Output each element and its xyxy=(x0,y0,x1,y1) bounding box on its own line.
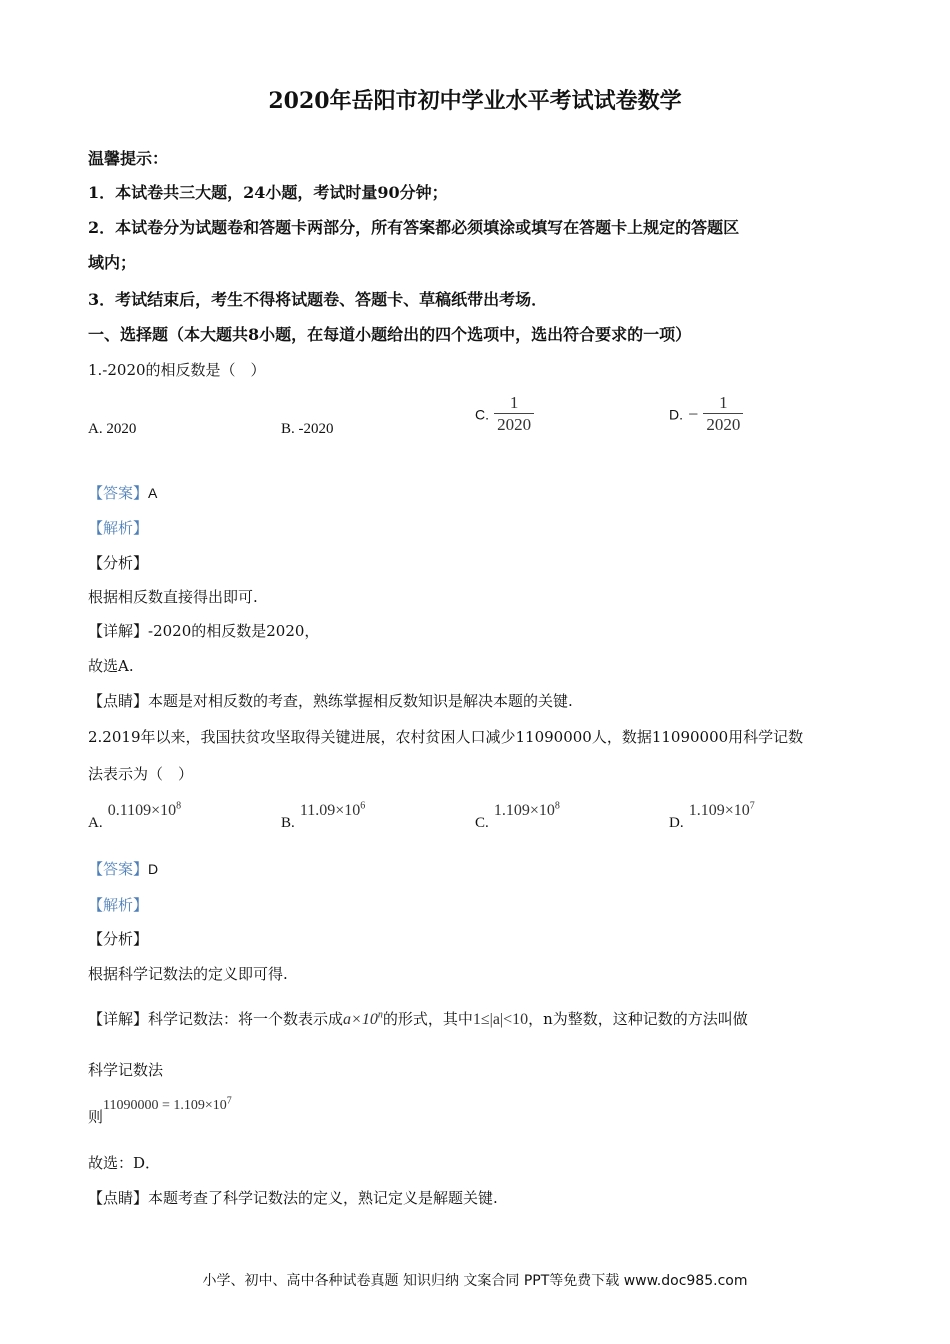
notice-item-3: 3．考试结束后，考生不得将试题卷、答题卡、草稿纸带出考场． xyxy=(88,290,548,309)
q2-stem-cont: 法表示为（ ） xyxy=(88,765,194,783)
notice-item-1: 1．本试卷共三大题，24小题，考试时量90分钟； xyxy=(88,183,448,202)
q2-detail-math-2: 1≤|a|<10 xyxy=(472,1011,529,1028)
notice-heading: 温馨提示： xyxy=(88,149,169,168)
q2-option-a-math: $0.1109\times 10^8$ xyxy=(107,800,182,819)
q2-answer-value: D xyxy=(148,861,159,877)
q2-option-d xyxy=(669,800,755,831)
notice-item-2: 2．本试卷分为试题卷和答题卡两部分，所有答案都必须填涂或填写在答题卡上规定的答题区 xyxy=(88,218,740,237)
q2-detail xyxy=(88,1008,748,1029)
q2-option-c-math: $1.109\times 10^8$ xyxy=(493,800,560,819)
q2-option-b xyxy=(281,800,366,831)
page-title: 2020年岳阳市初中学业水平考试试卷数学 xyxy=(268,88,682,114)
q2-option-a-label: A. xyxy=(88,815,103,831)
q1-answer xyxy=(88,482,157,503)
q1-comment: 【点睛】本题是对相反数的考查，熟练掌握相反数知识是解决本题的关键. xyxy=(88,692,573,710)
q1-option-d-sign: − xyxy=(688,404,699,424)
q2-detail-math-1: $a\times 10^n$ xyxy=(343,1009,383,1028)
q2-detail-cont: 科学记数法 xyxy=(88,1061,164,1079)
q1-answer-tag: 【答案】 xyxy=(88,484,149,502)
notice-item-2-cont: 域内； xyxy=(88,253,137,272)
q2-option-b-math: $11.09\times 10^6$ xyxy=(299,800,366,819)
q1-option-d-denominator: 2020 xyxy=(706,415,741,434)
q2-fenxi-tag: 【分析】 xyxy=(88,930,149,948)
q1-stem: 1.-2020的相反数是（ ） xyxy=(88,361,266,379)
q2-option-c-label: C. xyxy=(475,815,489,831)
q1-option-d-numerator: 1 xyxy=(719,393,728,412)
q1-option-d xyxy=(669,393,743,436)
q1-option-c-label: C. xyxy=(475,406,489,423)
q1-option-b: B. -2020 xyxy=(281,421,334,437)
q1-option-c-fraction xyxy=(494,393,534,436)
q2-answer-tag: 【答案】 xyxy=(88,860,149,878)
q1-fenxi: 根据相反数直接得出即可. xyxy=(88,588,258,606)
page-footer: 小学、初中、高中各种试卷真题 知识归纳 文案合同 PPT等免费下载 www.doc985.com xyxy=(202,1273,748,1289)
q1-option-a: A. 2020 xyxy=(88,421,137,437)
q2-detail-text-2: 的形式，其中 xyxy=(382,1010,473,1028)
q1-option-d-fraction xyxy=(703,393,743,436)
q2-then xyxy=(88,1093,232,1126)
q2-option-a xyxy=(88,800,182,831)
q2-option-b-label: B. xyxy=(281,815,295,831)
q2-answer xyxy=(88,858,158,879)
q1-fenxi-tag: 【分析】 xyxy=(88,554,149,572)
q2-fenxi: 根据科学记数法的定义即可得. xyxy=(88,965,288,983)
q2-option-d-math: $1.109\times 10^7$ xyxy=(688,800,755,819)
q2-detail-text-3: ，n为整数，这种记数的方法叫做 xyxy=(528,1010,748,1028)
q2-jiexi-tag: 【解析】 xyxy=(88,896,149,914)
q1-option-c xyxy=(475,393,534,436)
q2-detail-text-1: 【详解】科学记数法：将一个数表示成 xyxy=(88,1010,344,1028)
q1-detail: 【详解】-2020的相反数是2020， xyxy=(88,622,320,640)
q1-answer-value: A xyxy=(148,485,158,501)
q2-choice: 故选：D． xyxy=(88,1154,161,1172)
q2-then-math: $11090000 = 1.109\times 10^7$ xyxy=(103,1095,232,1113)
q2-option-c xyxy=(475,800,560,831)
q2-comment: 【点睛】本题考查了科学记数法的定义，熟记定义是解题关键. xyxy=(88,1189,498,1207)
q2-then-label: 则 xyxy=(88,1108,104,1126)
q1-option-c-numerator: 1 xyxy=(509,393,519,412)
q1-choice: 故选A. xyxy=(88,657,134,675)
q2-stem: 2.2019年以来，我国扶贫攻坚取得关键进展，农村贫困人口减少11090000人，数据11090000用科学记数 xyxy=(88,728,804,746)
q1-option-c-denominator: 2020 xyxy=(497,415,532,434)
section-heading: 一、选择题（本大题共8小题，在每道小题给出的四个选项中，选出符合要求的一项） xyxy=(88,325,692,344)
q2-option-d-label: D. xyxy=(669,815,684,831)
q1-option-d-label: D. xyxy=(669,406,683,423)
q1-jiexi-tag: 【解析】 xyxy=(88,519,149,537)
